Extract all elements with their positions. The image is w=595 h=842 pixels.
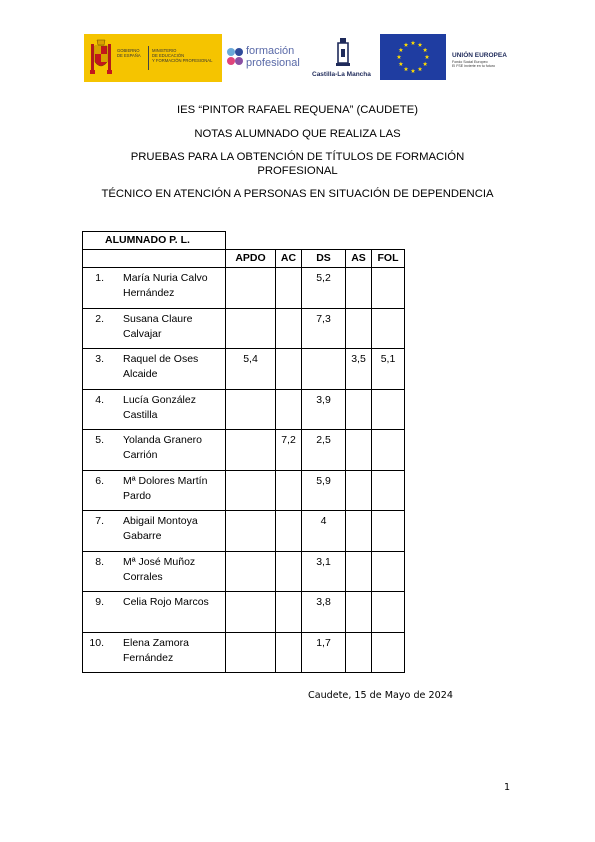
grade-apdo-cell <box>226 632 276 673</box>
logo-divider <box>148 46 149 70</box>
eu-star-icon <box>423 62 428 66</box>
student-number: 7. <box>95 515 104 527</box>
eu-star-icon <box>418 42 423 46</box>
grade-as-cell <box>346 470 372 511</box>
student-number: 1. <box>95 272 104 284</box>
grade-apdo-cell <box>226 592 276 633</box>
grade-ac-cell <box>276 389 302 430</box>
student-name: Celia Rojo Marcos <box>123 596 209 608</box>
eu-star-icon <box>423 48 428 52</box>
signature-date: Caudete, 15 de Mayo de 2024 <box>308 690 453 701</box>
student-name: María Nuria Calvo Hernández <box>123 272 208 299</box>
student-name: Mª Dolores Martín Pardo <box>123 474 208 502</box>
grade-as-cell <box>346 551 372 592</box>
student-name: Mª José Muñoz Corrales <box>123 555 196 583</box>
grade-ds-cell: 3,9 <box>302 389 346 430</box>
school-name: IES “PINTOR RAFAEL REQUENA” (CAUDETE) <box>176 104 419 116</box>
student-name: Abigail Montoya Gabarre <box>123 515 198 542</box>
student-name: Lucía González Castilla <box>123 393 196 421</box>
grade-apdo-cell <box>226 470 276 511</box>
eu-star-icon <box>404 42 409 46</box>
grade-as-cell <box>346 592 372 633</box>
grade-ds-cell: 4 <box>302 511 346 552</box>
table-row <box>83 308 405 349</box>
grade-ac-cell <box>276 470 302 511</box>
table-row <box>83 632 405 673</box>
student-name-cell <box>83 389 226 430</box>
table-row <box>83 592 405 633</box>
formacion-profesional-logo <box>226 44 308 74</box>
grade-ds-cell: 1,7 <box>302 632 346 673</box>
grade-apdo-cell: 5,4 <box>226 349 276 390</box>
grade-as-cell <box>346 268 372 309</box>
grade-fol-cell: 5,1 <box>372 349 405 390</box>
grade-apdo-cell <box>226 551 276 592</box>
ue-title: UNIÓN EUROPEA <box>452 52 507 59</box>
document-subtitle-line1: PRUEBAS PARA LA OBTENCIÓN DE TÍTULOS DE FORMACIÓN <box>130 151 465 163</box>
name-header-cell <box>83 250 226 268</box>
grade-apdo-cell <box>226 430 276 471</box>
grade-ac-cell <box>276 632 302 673</box>
grade-fol-cell <box>372 551 405 592</box>
grade-fol-cell <box>372 632 405 673</box>
grade-apdo-cell <box>226 268 276 309</box>
student-name: Elena Zamora Fernández <box>123 636 189 664</box>
grade-ac-cell <box>276 268 302 309</box>
grade-fol-cell <box>372 430 405 471</box>
student-number: 3. <box>95 353 104 365</box>
grades-table <box>82 231 405 673</box>
student-name-cell <box>83 551 226 592</box>
student-name-cell <box>83 470 226 511</box>
student-name-cell <box>83 349 226 390</box>
fp-dots-icon <box>226 46 244 68</box>
grade-ac-cell <box>276 511 302 552</box>
grade-ds-cell <box>302 349 346 390</box>
student-number: 5. <box>95 434 104 446</box>
grade-ac-cell <box>276 551 302 592</box>
table-row <box>83 511 405 552</box>
grade-ds-cell: 5,2 <box>302 268 346 309</box>
eu-star-icon <box>418 67 423 71</box>
student-number: 2. <box>95 312 104 325</box>
col-header-ac: AC <box>276 250 302 268</box>
fp-text: formación profesional <box>246 45 300 69</box>
student-name-cell <box>83 268 226 309</box>
clm-text: Castilla-La Mancha <box>312 71 371 78</box>
eu-star-icon <box>411 41 416 45</box>
student-name-cell <box>83 308 226 349</box>
table-row <box>83 268 405 309</box>
grade-ds-cell: 3,1 <box>302 551 346 592</box>
castilla-la-mancha-logo <box>312 37 378 81</box>
grade-fol-cell <box>372 268 405 309</box>
grade-ac-cell: 7,2 <box>276 430 302 471</box>
eu-star-icon <box>399 62 404 66</box>
table-title-spacer <box>226 232 405 250</box>
grade-ds-cell: 3,8 <box>302 592 346 633</box>
grade-as-cell <box>346 389 372 430</box>
student-name-cell <box>83 592 226 633</box>
eu-star-icon <box>397 55 402 59</box>
eu-star-icon <box>411 69 416 73</box>
grade-as-cell <box>346 511 372 552</box>
table-row <box>83 349 405 390</box>
eu-flag-logo <box>380 34 446 80</box>
grade-as-cell <box>346 308 372 349</box>
course-name: TÉCNICO EN ATENCIÓN A PERSONAS EN SITUACIÓN DE DEPENDENCIA <box>101 188 494 200</box>
spain-crest-icon <box>89 38 113 78</box>
grade-ds-cell: 2,5 <box>302 430 346 471</box>
grade-fol-cell <box>372 308 405 349</box>
grade-apdo-cell <box>226 389 276 430</box>
col-header-fol: FOL <box>372 250 405 268</box>
student-name-cell <box>83 511 226 552</box>
student-name-cell <box>83 632 226 673</box>
grade-fol-cell <box>372 511 405 552</box>
grade-ds-cell: 5,9 <box>302 470 346 511</box>
ue-subtitle: Fondo Social Europeo El FSE invierte en tu futuro <box>452 60 495 69</box>
student-name: Susana Claure Calvajar <box>123 312 193 340</box>
table-row <box>83 430 405 471</box>
grade-apdo-cell <box>226 511 276 552</box>
student-number: 9. <box>95 596 104 608</box>
col-header-apdo: APDO <box>226 250 276 268</box>
table-row <box>83 389 405 430</box>
union-europea-text <box>452 52 516 69</box>
grade-ac-cell <box>276 349 302 390</box>
table-title-row <box>83 232 405 250</box>
grade-fol-cell <box>372 470 405 511</box>
page-number: 1 <box>504 782 511 793</box>
document-subtitle-line2: PROFESIONAL <box>257 165 338 177</box>
grade-apdo-cell <box>226 308 276 349</box>
eu-star-icon <box>404 67 409 71</box>
grade-ac-cell <box>276 592 302 633</box>
grade-as-cell <box>346 430 372 471</box>
eu-star-icon <box>425 55 430 59</box>
grade-ds-cell: 7,3 <box>302 308 346 349</box>
logo-bar <box>84 34 514 82</box>
student-number: 6. <box>95 474 104 487</box>
table-row <box>83 470 405 511</box>
grade-as-cell: 3,5 <box>346 349 372 390</box>
student-name: Yolanda Granero Carrión <box>123 434 203 461</box>
grade-fol-cell <box>372 389 405 430</box>
table-row <box>83 551 405 592</box>
ministerio-text: MINISTERIO DE EDUCACIÓN Y FORMACIÓN PROFESIONAL <box>152 48 213 63</box>
col-header-as: AS <box>346 250 372 268</box>
col-header-ds: DS <box>302 250 346 268</box>
grade-ac-cell <box>276 308 302 349</box>
student-name-cell <box>83 430 226 471</box>
student-number: 4. <box>95 393 104 406</box>
eu-stars-icon <box>380 34 446 80</box>
student-number: 8. <box>95 555 104 568</box>
student-name: Raquel de Oses Alcaide <box>123 353 199 380</box>
gobierno-text: GOBIERNO DE ESPAÑA <box>117 48 141 58</box>
gobierno-espana-logo <box>84 34 222 82</box>
student-number: 10. <box>89 636 104 649</box>
clm-castle-icon <box>332 37 354 69</box>
grade-fol-cell <box>372 592 405 633</box>
eu-star-icon <box>399 48 404 52</box>
document-title: NOTAS ALUMNADO QUE REALIZA LAS <box>194 128 401 140</box>
table-title: ALUMNADO P. L. <box>83 232 226 250</box>
table-header-row <box>83 250 405 268</box>
grade-as-cell <box>346 632 372 673</box>
